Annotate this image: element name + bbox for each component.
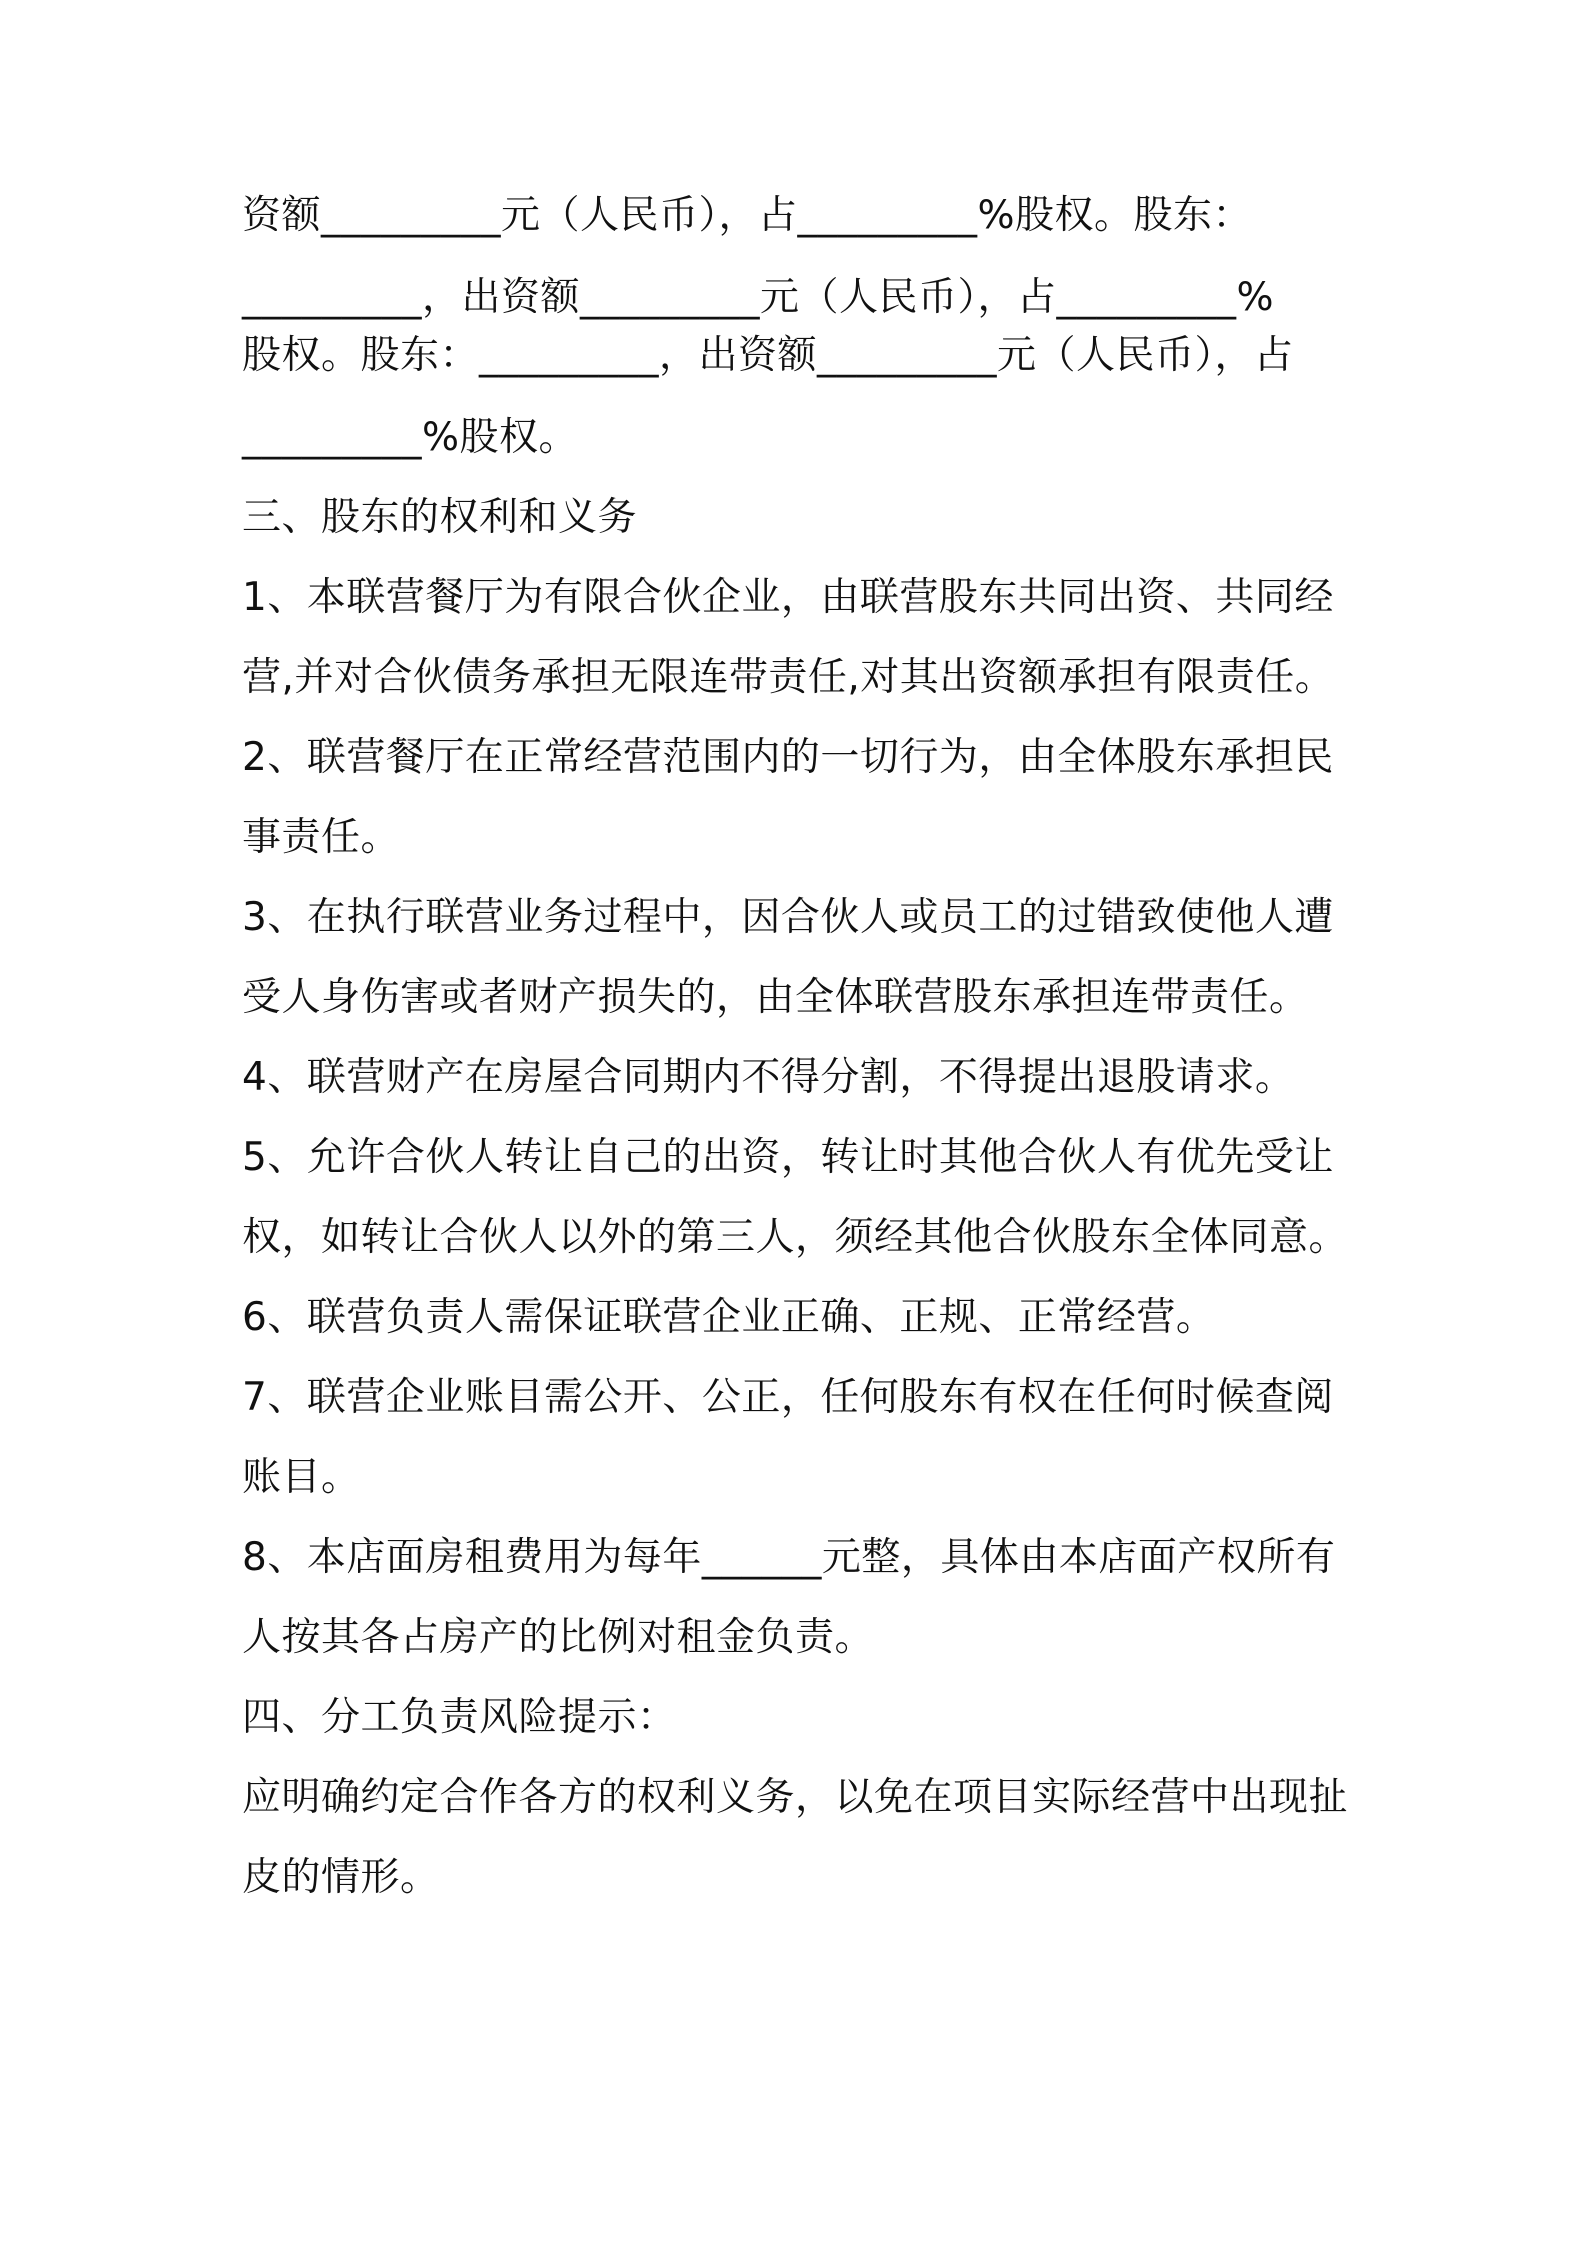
clause-7-line-1: 7、联营企业账目需公开、公正，任何股东有权在任何时候查阅 xyxy=(242,1375,1334,1420)
risk-notice-line-2: 皮的情形。 xyxy=(242,1855,440,1900)
clause-8-line-1: 8、本店面房租费用为每年______元整，具体由本店面产权所有 xyxy=(242,1535,1336,1580)
document-body xyxy=(242,190,1367,1904)
section-heading-shareholder-rights: 三、股东的权利和义务 xyxy=(242,495,638,540)
clause-2-line-2: 事责任。 xyxy=(242,815,401,860)
text-line-1: 资额_________元（人民币），占_________%股权。股东： xyxy=(242,193,1253,238)
clause-2-line-1: 2、联营餐厅在正常经营范围内的一切行为，由全体股东承担民 xyxy=(242,735,1334,780)
clause-3-line-2: 受人身伤害或者财产损失的，由全体联营股东承担连带责任。 xyxy=(242,975,1309,1020)
text-line-3: 股权。股东：_________，出资额_________元（人民币），占 xyxy=(242,333,1294,378)
clause-3-line-1: 3、在执行联营业务过程中，因合伙人或员工的过错致使他人遭 xyxy=(242,895,1334,940)
clause-6: 6、联营负责人需保证联营企业正确、正规、正常经营。 xyxy=(242,1295,1216,1340)
risk-notice-line-1: 应明确约定合作各方的权利义务，以免在项目实际经营中出现扯 xyxy=(242,1775,1349,1820)
text-line-2: _________，出资额_________元（人民币），占_________% xyxy=(242,275,1275,320)
clause-5-line-1: 5、允许合伙人转让自己的出资，转让时其他合伙人有优先受让 xyxy=(242,1135,1334,1180)
clause-5-line-2: 权，如转让合伙人以外的第三人，须经其他合伙股东全体同意。 xyxy=(242,1215,1349,1260)
clause-1-line-2: 营,并对合伙债务承担无限连带责任,对其出资额承担有限责任。 xyxy=(242,655,1335,700)
clause-1-line-1: 1、本联营餐厅为有限合伙企业，由联营股东共同出资、共同经 xyxy=(242,575,1334,620)
text-line-4: _________%股权。 xyxy=(242,415,579,460)
clause-8-line-2: 人按其各占房产的比例对租金负责。 xyxy=(242,1615,875,1660)
clause-7-line-2: 账目。 xyxy=(242,1455,361,1500)
section-heading-risk-notice: 四、分工负责风险提示： xyxy=(242,1695,677,1740)
clause-4: 4、联营财产在房屋合同期内不得分割，不得提出退股请求。 xyxy=(242,1055,1295,1100)
